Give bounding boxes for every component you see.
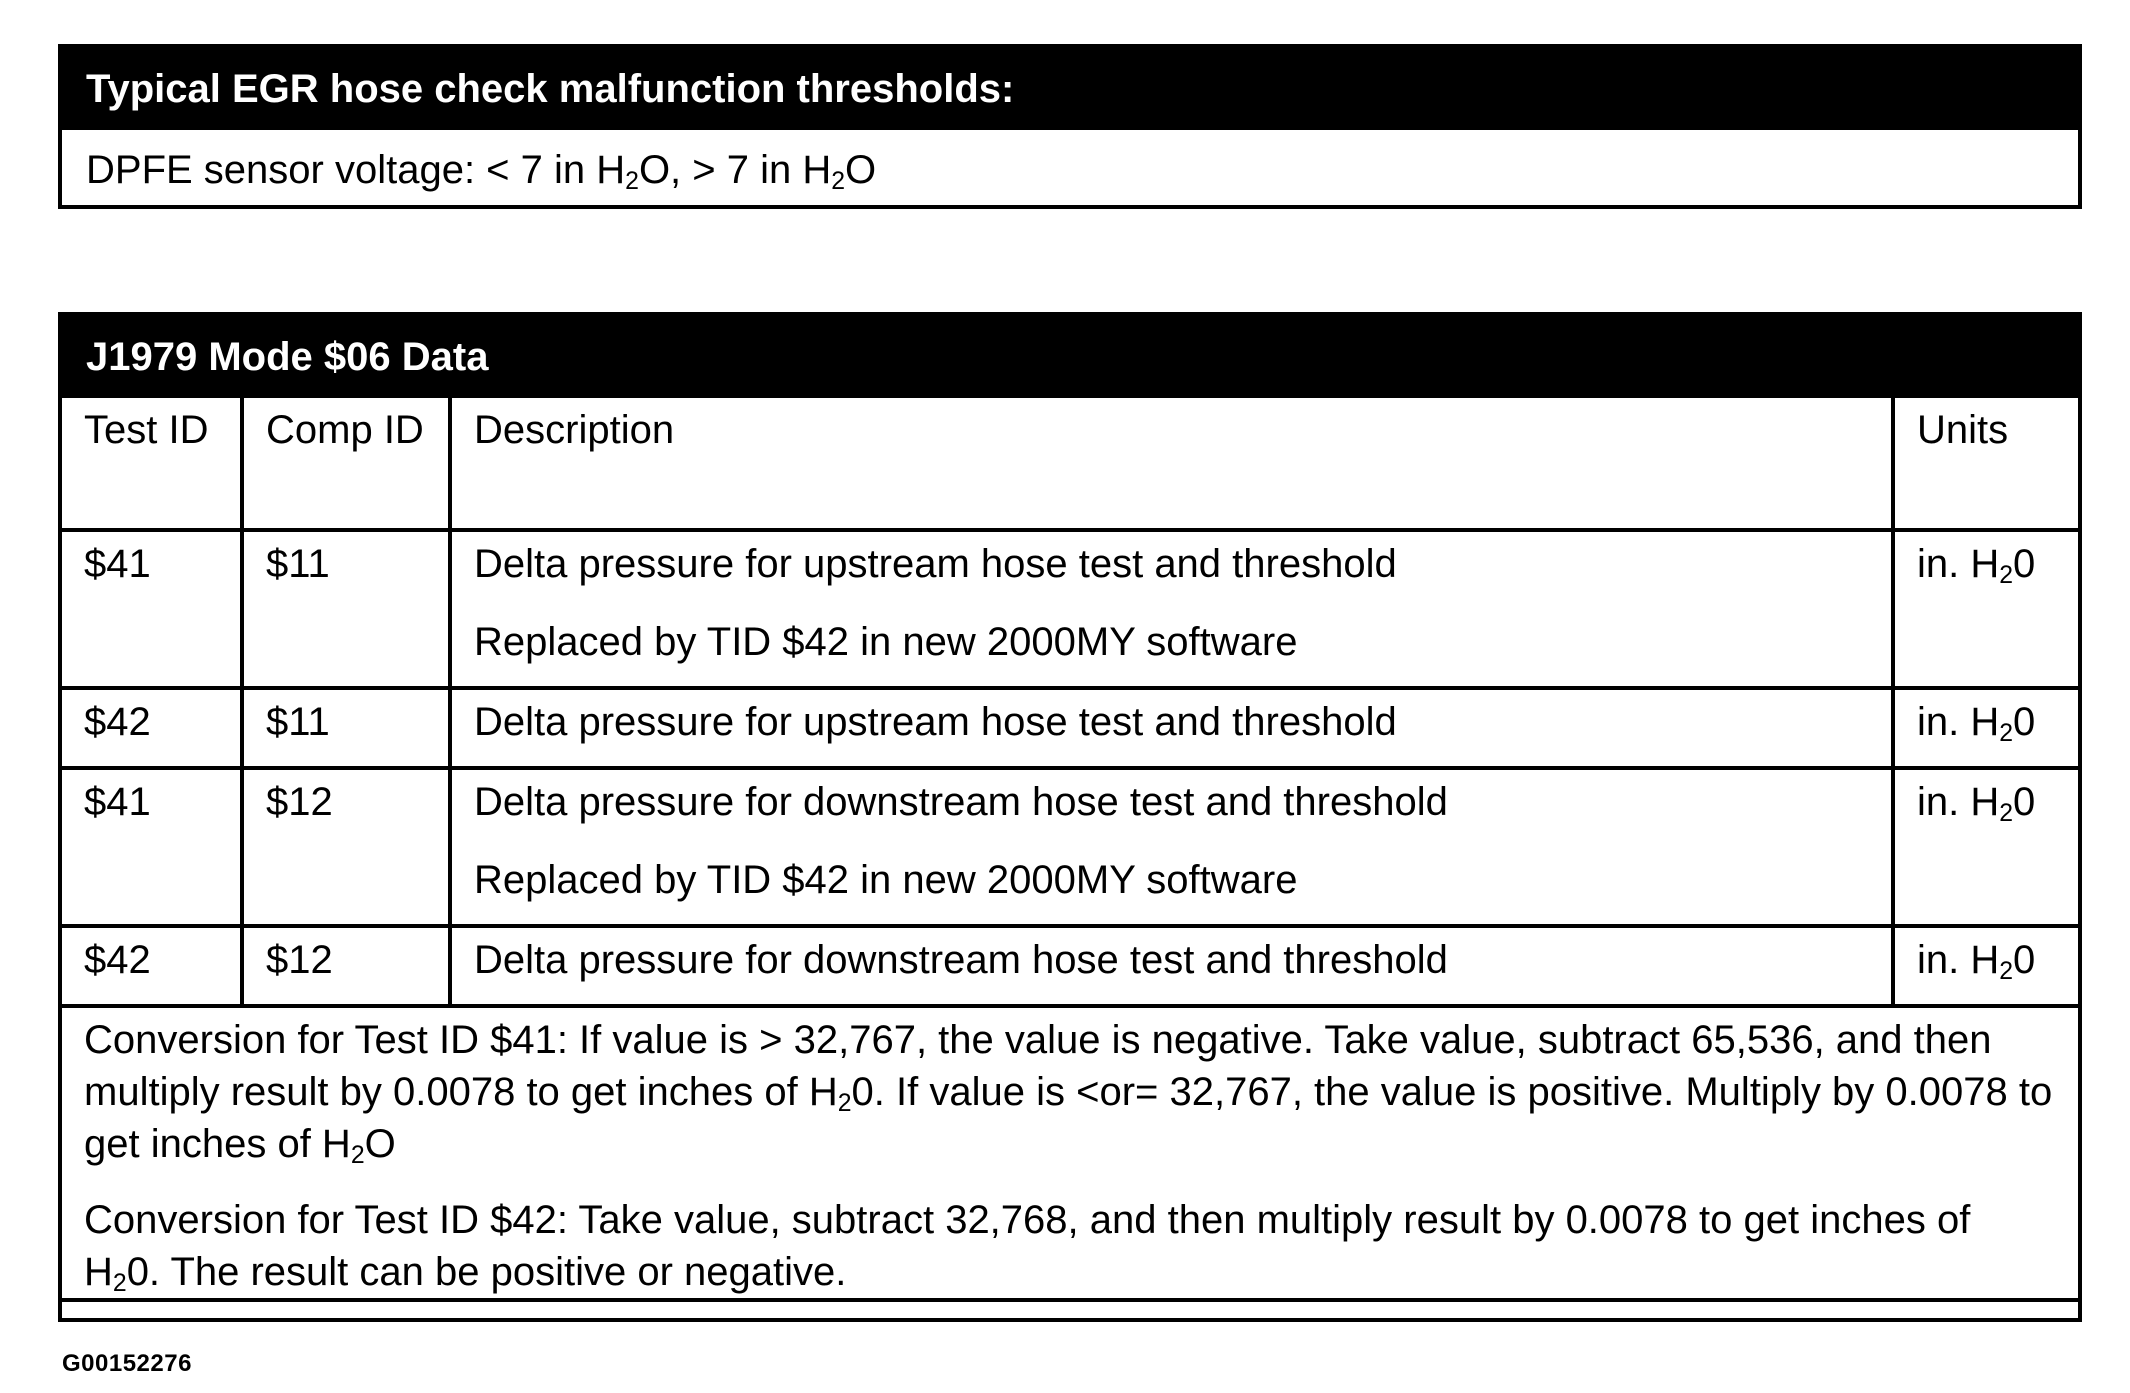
subscript-2: 2	[1999, 800, 2014, 828]
column-header-comp-id: Comp ID	[242, 398, 450, 530]
units-text: 0	[2013, 700, 2036, 744]
comp-id-cell: $12	[242, 768, 450, 926]
description-note: Replaced by TID $42 in new 2000MY software	[474, 620, 1298, 664]
units-text: in. H	[1917, 938, 2000, 982]
comp-id-cell: $12	[242, 926, 450, 1006]
conversion-41-text-3: O	[364, 1122, 396, 1166]
description-text: Delta pressure for upstream hose test and threshold	[474, 700, 1397, 744]
mode06-table	[62, 398, 2078, 1302]
subscript-2: 2	[625, 168, 639, 196]
column-header-description: Description	[450, 398, 1893, 530]
conversion-41-text-2: 0. If value is <or= 32,767, the value is positive. Multiply by 0.0078 to get inches of H	[84, 1070, 2053, 1166]
units-text: in. H	[1917, 700, 2000, 744]
dpfe-text-mid: O, > 7 in H	[638, 148, 832, 192]
column-header-test-id: Test ID	[62, 398, 242, 530]
comp-id-cell: $11	[242, 530, 450, 688]
units-cell	[1893, 688, 2078, 768]
subscript-2: 2	[837, 1090, 852, 1118]
table-header-row	[62, 398, 2078, 530]
mode06-box	[58, 312, 2082, 1322]
subscript-2: 2	[1999, 562, 2014, 590]
subscript-2: 2	[112, 1270, 127, 1298]
conversion-42-text-1: Conversion for Test ID $42: Take value, subtract 32,768, and then multiply result by 0.0078 to get inches of	[84, 1198, 1971, 1242]
description-cell	[450, 926, 1893, 1006]
subscript-2: 2	[1999, 720, 2014, 748]
table-row	[62, 926, 2078, 1006]
test-id-cell: $41	[62, 768, 242, 926]
conversion-42-text-h: H	[84, 1250, 113, 1294]
description-cell	[450, 768, 1893, 926]
table-row	[62, 688, 2078, 768]
table-row	[62, 768, 2078, 926]
table-row	[62, 530, 2078, 688]
subscript-2: 2	[1999, 958, 2014, 986]
figure-code: G00152276	[62, 1350, 192, 1377]
conversion-note-42	[84, 1194, 2058, 1298]
dpfe-text-suffix: O	[845, 148, 877, 192]
subscript-2: 2	[831, 168, 846, 196]
comp-id-cell: $11	[242, 688, 450, 768]
subscript-2: 2	[350, 1142, 365, 1170]
thresholds-box	[58, 44, 2082, 209]
units-text: 0	[2013, 542, 2036, 586]
units-cell	[1893, 530, 2078, 688]
test-id-cell: $41	[62, 530, 242, 688]
units-text: 0	[2013, 938, 2036, 982]
description-cell	[450, 688, 1893, 768]
units-text: 0	[2013, 780, 2036, 824]
description-text: Delta pressure for upstream hose test and threshold	[474, 542, 1397, 586]
mode06-title: J1979 Mode $06 Data	[62, 316, 2078, 398]
conversion-notes	[62, 1006, 2078, 1300]
description-text: Delta pressure for downstream hose test and threshold	[474, 780, 1448, 824]
column-header-units: Units	[1893, 398, 2078, 530]
description-cell	[450, 530, 1893, 688]
units-cell	[1893, 926, 2078, 1006]
description-text: Delta pressure for downstream hose test and threshold	[474, 938, 1448, 982]
units-text: in. H	[1917, 780, 2000, 824]
conversion-note-41	[84, 1014, 2058, 1170]
units-cell	[1893, 768, 2078, 926]
thresholds-title: Typical EGR hose check malfunction thresholds:	[62, 48, 2078, 130]
test-id-cell: $42	[62, 926, 242, 1006]
conversion-42-text-2: 0. The result can be positive or negative.	[126, 1250, 847, 1294]
conversion-notes-row	[62, 1006, 2078, 1300]
test-id-cell: $42	[62, 688, 242, 768]
dpfe-sensor-voltage	[62, 130, 2078, 210]
units-text: in. H	[1917, 542, 2000, 586]
dpfe-text-prefix: DPFE sensor voltage: < 7 in H	[86, 148, 626, 192]
description-note: Replaced by TID $42 in new 2000MY software	[474, 858, 1298, 902]
conversion-41-text-1: Conversion for Test ID $41: If value is > 32,767, the value is negative. Take value, subtract 65,536, and then multiply result by 0.0078 to get inches of H	[84, 1018, 1992, 1114]
